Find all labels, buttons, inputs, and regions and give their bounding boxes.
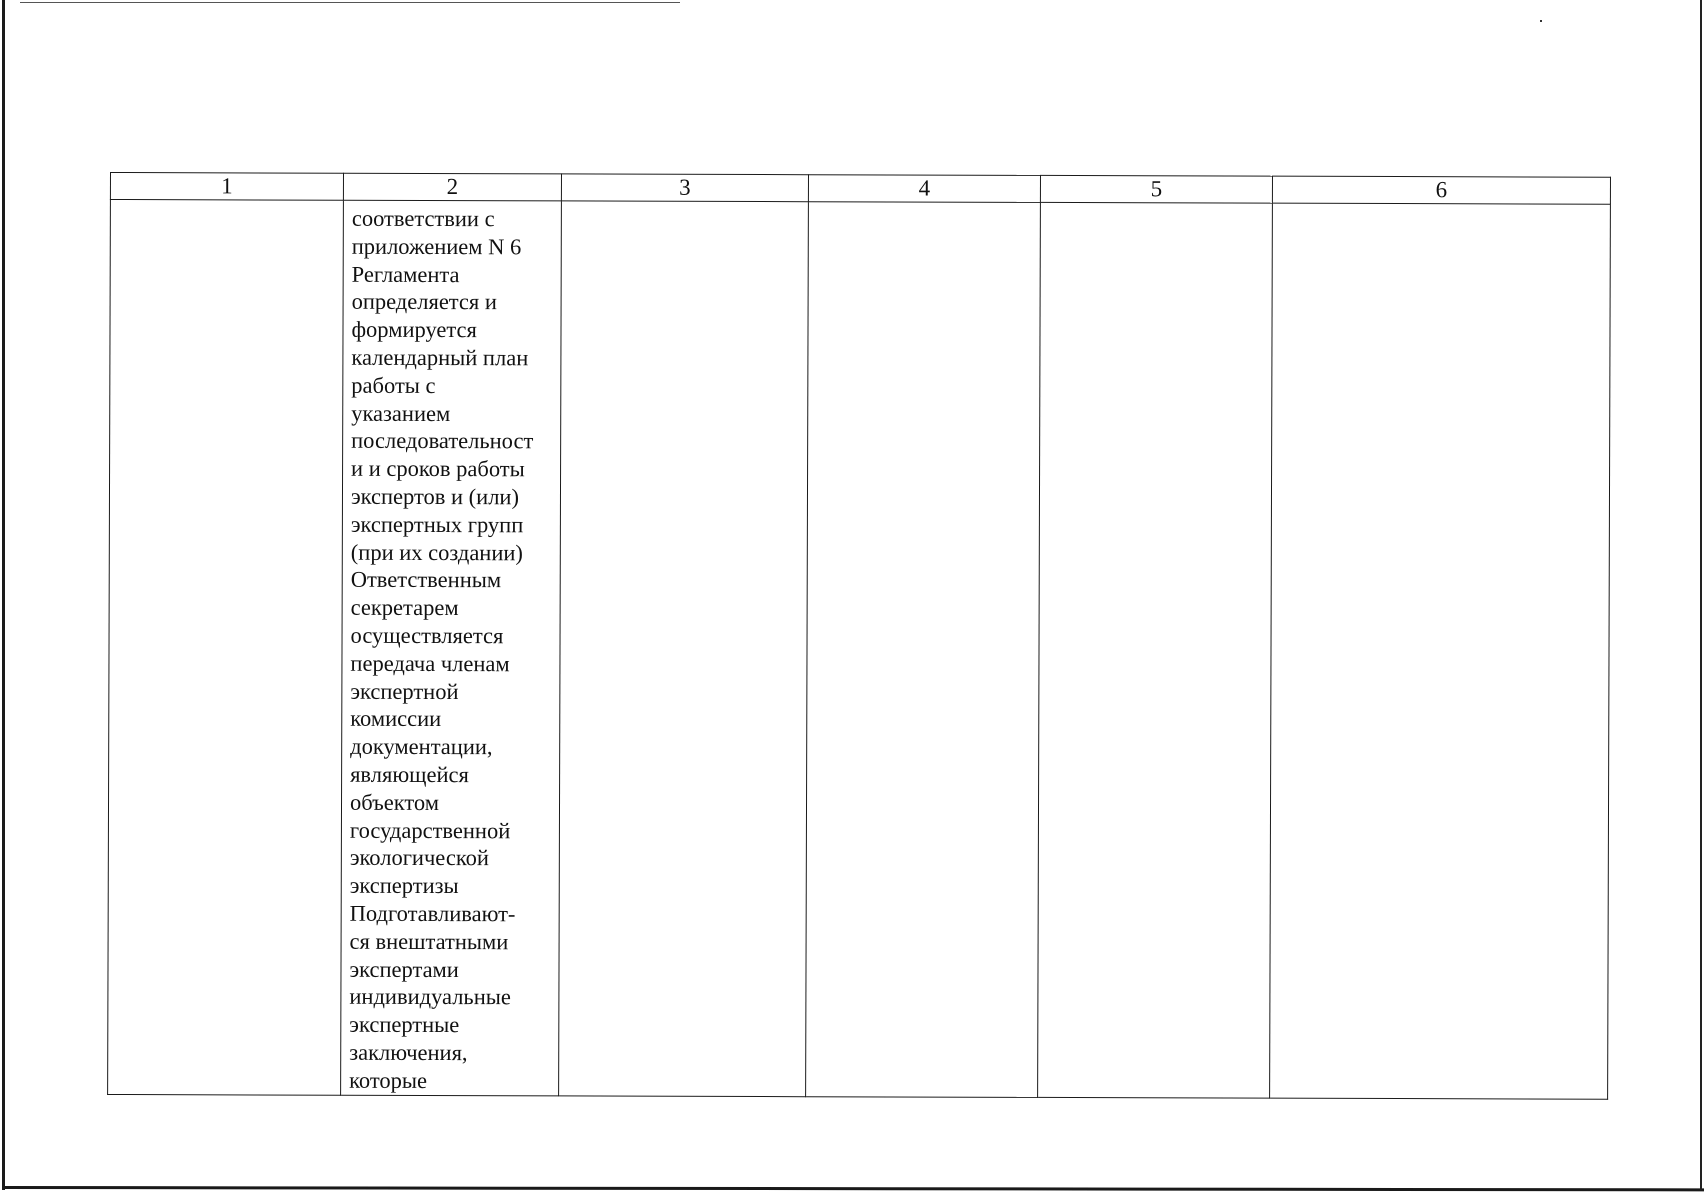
text-line: передача членам bbox=[350, 650, 510, 677]
text-line: ся внештатными bbox=[349, 928, 509, 954]
text-line: Подготавливают- bbox=[349, 900, 516, 927]
cell-col-1 bbox=[108, 200, 344, 1095]
scan-edge-bottom bbox=[4, 1186, 1704, 1191]
text-line: указанием bbox=[351, 400, 451, 426]
cell-col-6 bbox=[1270, 203, 1611, 1099]
cell-col-5 bbox=[1038, 202, 1273, 1097]
table-row bbox=[108, 200, 1611, 1099]
cell-col-4 bbox=[806, 202, 1041, 1097]
text-line: экспертов и (или) bbox=[350, 483, 520, 510]
column-header-1: 1 bbox=[110, 173, 343, 201]
text-line: экспертные bbox=[349, 1011, 460, 1038]
cell-col-3 bbox=[559, 201, 809, 1096]
text-line: объектом bbox=[349, 789, 440, 815]
scan-edge-top bbox=[20, 2, 680, 3]
text-line: и и сроков работы bbox=[351, 455, 525, 482]
text-line: экспертами bbox=[349, 956, 459, 982]
text-line: определяется и bbox=[351, 289, 497, 315]
text-line: которые bbox=[349, 1067, 428, 1093]
text-line: осуществляется bbox=[350, 622, 504, 649]
text-line: Ответственным bbox=[350, 567, 502, 593]
scan-speck bbox=[1540, 20, 1542, 22]
text-line: экспертной bbox=[350, 678, 459, 704]
text-line: экспертных групп bbox=[350, 511, 524, 538]
column-header-4: 4 bbox=[808, 175, 1040, 203]
text-line: экологической bbox=[349, 845, 489, 871]
text-line: формируется bbox=[351, 316, 477, 343]
text-line: приложением N 6 bbox=[351, 233, 522, 260]
scan-edge-left bbox=[2, 0, 5, 1190]
text-line: государственной bbox=[349, 817, 511, 843]
text-line: последовательност bbox=[351, 428, 534, 454]
column-header-5: 5 bbox=[1040, 175, 1272, 203]
column-header-6: 6 bbox=[1272, 176, 1610, 204]
text-line: соответствии с bbox=[351, 205, 495, 232]
document-table bbox=[107, 172, 1611, 1099]
column-header-2: 2 bbox=[343, 173, 561, 201]
text-line: (при их создании) bbox=[350, 539, 523, 565]
text-line: заключения, bbox=[349, 1039, 468, 1066]
column-header-3: 3 bbox=[561, 174, 808, 202]
text-line: документации, bbox=[350, 733, 493, 760]
text-line: индивидуальные bbox=[349, 984, 511, 1010]
text-line: являющейся bbox=[350, 761, 469, 788]
text-line: комиссии bbox=[350, 706, 442, 732]
text-line: работы с bbox=[351, 372, 436, 398]
cell-col-2 bbox=[341, 200, 562, 1095]
text-line: секретарем bbox=[350, 594, 459, 621]
text-line: Регламента bbox=[351, 261, 460, 287]
text-line: экспертизы bbox=[349, 872, 459, 899]
text-line: календарный план bbox=[351, 344, 529, 371]
scan-edge-right bbox=[1700, 0, 1702, 1190]
procedure-description-text bbox=[341, 201, 561, 1095]
